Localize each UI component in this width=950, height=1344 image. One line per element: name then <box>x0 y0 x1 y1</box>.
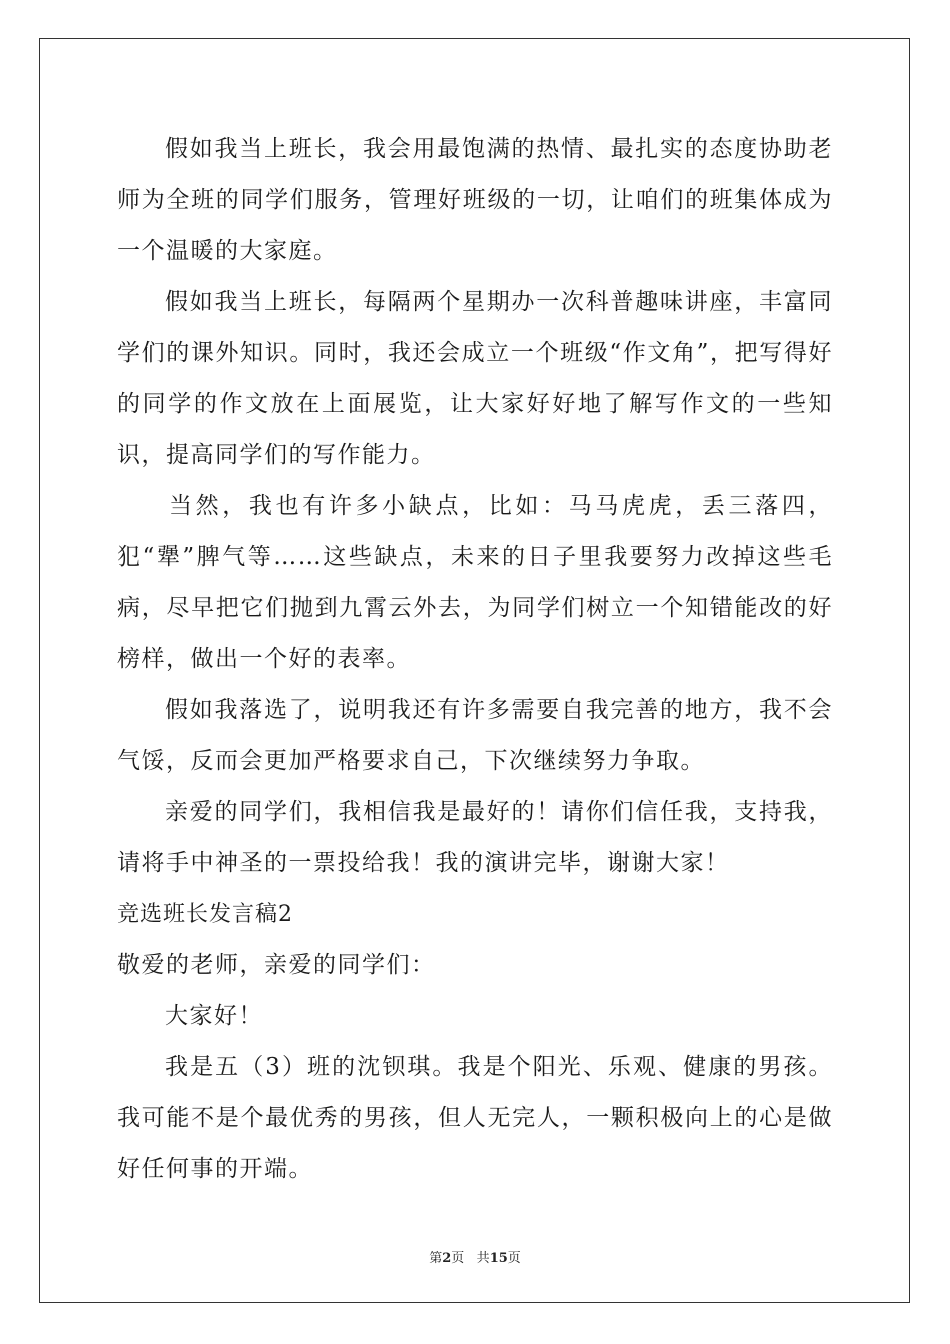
document-body <box>117 124 833 1195</box>
paragraph: 亲爱的同学们，我相信我是最好的！请你们信任我，支持我，请将手中神圣的一票投给我！我的演讲完毕，谢谢大家！ <box>117 799 833 876</box>
salutation: 敬爱的老师，亲爱的同学们： <box>117 952 436 978</box>
greeting: 大家好！ <box>165 1003 263 1029</box>
page-label-suffix: 页 <box>451 1251 465 1266</box>
total-pages: 15 <box>489 1251 508 1266</box>
paragraph: 我是五（3）班的沈钡琪。我是个阳光、乐观、健康的男孩。我可能不是个最优秀的男孩，但人无完人，一颗积极向上的心是做好任何事的开端。 <box>117 1054 833 1182</box>
total-label-prefix: 共 <box>476 1251 490 1266</box>
paragraph: 假如我当上班长，每隔两个星期办一次科普趣味讲座，丰富同学们的课外知识。同时，我还会成立一个班级“作文角”，把写得好的同学的作文放在上面展览，让大家好好地了解写作文的一些知识，提高同学们的写作能力。 <box>117 289 833 468</box>
page-footer <box>0 1247 950 1266</box>
paragraph: 当然，我也有许多小缺点，比如：马马虎虎，丢三落四，犯“犟”脾气等……这些缺点，未来的日子里我要努力改掉这些毛病，尽早把它们抛到九霄云外去，为同学们树立一个知错能改的好榜样，做出一个好的表率。 <box>117 493 833 672</box>
section-title: 竞选班长发言稿2 <box>117 902 293 927</box>
total-label-suffix: 页 <box>507 1251 521 1266</box>
page-label-prefix: 第 <box>429 1251 443 1266</box>
page-number: 2 <box>442 1251 452 1266</box>
paragraph: 假如我落选了，说明我还有许多需要自我完善的地方，我不会气馁，反而会更加严格要求自己，下次继续努力争取。 <box>117 697 833 774</box>
paragraph: 假如我当上班长，我会用最饱满的热情、最扎实的态度协助老师为全班的同学们服务，管理好班级的一切，让咱们的班集体成为一个温暖的大家庭。 <box>117 136 833 264</box>
